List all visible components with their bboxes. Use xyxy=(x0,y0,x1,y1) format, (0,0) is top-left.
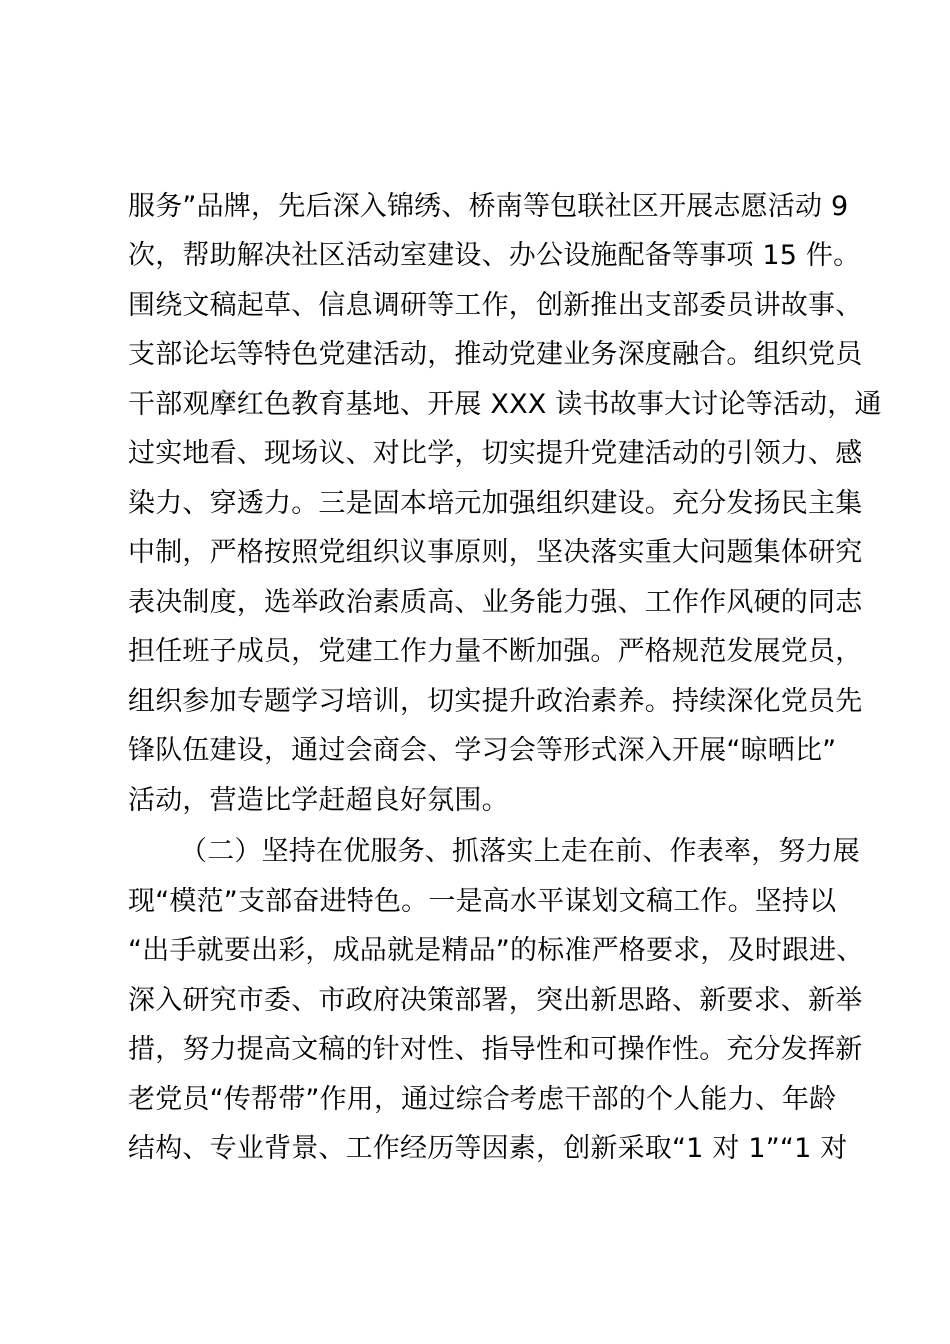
text-line: 现“模范”支部奋进特色。一是高水平谋划文稿工作。坚持以 xyxy=(128,886,837,917)
text-line: 深入研究市委、市政府决策部署，突出新思路、新要求、新举 xyxy=(128,985,863,1016)
text-line: 表决制度，选举政治素质高、业务能力强、工作作风硬的同志 xyxy=(128,587,863,618)
text-line: 围绕文稿起草、信息调研等工作，创新推出支部委员讲故事、 xyxy=(128,290,863,321)
text-line: 染力、穿透力。三是固本培元加强组织建设。充分发扬民主集 xyxy=(128,488,863,519)
text-line: 担任班子成员，党建工作力量不断加强。严格规范发展党员， xyxy=(128,636,863,667)
text-line: 老党员“传帮带”作用，通过综合考虑干部的个人能力、年龄 xyxy=(128,1084,837,1115)
text-line: 结构、专业背景、工作经历等因素，创新采取“1 对 1”“1 对 xyxy=(128,1133,848,1164)
text-line: 措，努力提高文稿的针对性、指导性和可操作性。充分发挥新 xyxy=(128,1034,863,1065)
section-heading-line: （二）坚持在优服务、抓落实上走在前、作表率，努力展 xyxy=(180,836,860,867)
text-line: 中制，严格按照党组织议事原则，坚决落实重大问题集体研究 xyxy=(128,537,863,568)
text-line: “出手就要出彩，成品就是精品”的标准严格要求，及时跟进、 xyxy=(128,935,864,966)
text-line: 服务”品牌，先后深入锦绣、桥南等包联社区开展志愿活动 9 xyxy=(128,191,849,222)
text-line: 过实地看、现场议、对比学，切实提升党建活动的引领力、感 xyxy=(128,438,863,469)
text-line: 锋队伍建设，通过会商会、学习会等形式深入开展“晾晒比” xyxy=(128,735,837,766)
text-line: 干部观摩红色教育基地、开展 XXX 读书故事大讨论等活动，通 xyxy=(128,389,882,420)
text-line: 支部论坛等特色党建活动，推动党建业务深度融合。组织党员 xyxy=(128,339,863,370)
text-line: 组织参加专题学习培训，切实提升政治素养。持续深化党员先 xyxy=(128,686,863,717)
text-line: 活动，营造比学赶超良好氛围。 xyxy=(128,785,509,816)
text-line: 次，帮助解决社区活动室建设、办公设施配备等事项 15 件。 xyxy=(128,240,861,271)
